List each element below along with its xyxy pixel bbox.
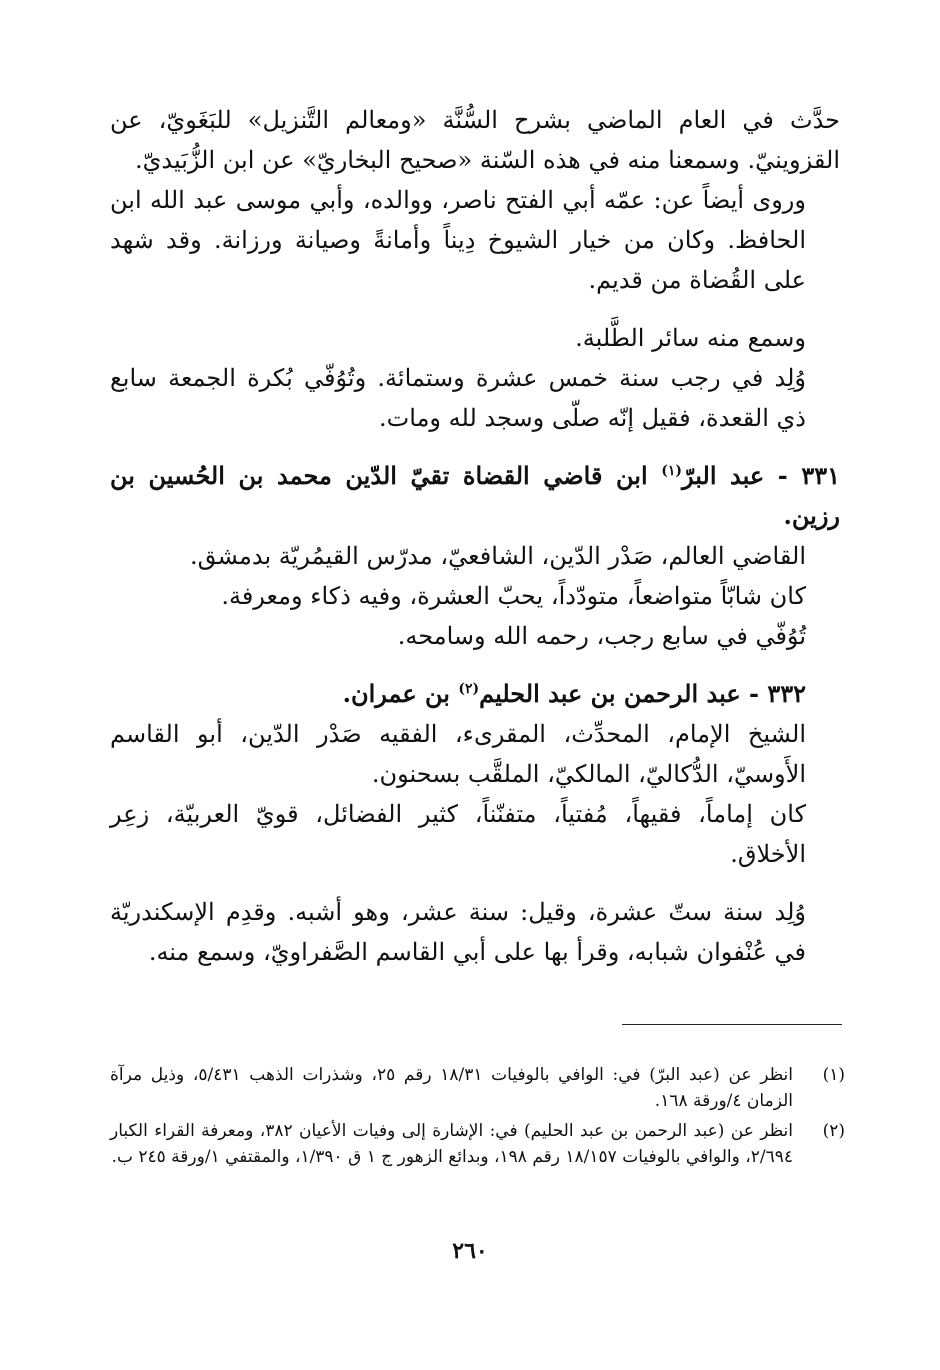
footnote-text: انظر عن (عبد الرحمن بن عبد الحليم) في: الإشارة إلى وفيات الأعيان ٣٨٢، ومعرفة القراء الكبار ٢/٦٩٤، والوافي بالوفيات ١٨/١٥٧ رقم ١٩٨، وبدائع الزهور ج ١ ق ١/٣٩٠، والمقتفي ١/ورقة ٢٤٥ ب. [110, 1121, 794, 1167]
footnote-separator [622, 1024, 842, 1025]
footnote-mark-2: (٢) [458, 681, 480, 697]
paragraph: حدَّث في العام الماضي بشرح السُّنَّة «ومعالم التَّنزيل» للبَغَويّ، عن القزوينيّ. وسمعنا منه في هذه السّنة «صحيح البخاريّ» عن ابن الزُّبَيديّ. [110, 106, 840, 174]
entry-331-line: كان شابّاً متواضعاً، متودّداً، يحبّ العشرة، وفيه ذكاء ومعرفة. [221, 582, 806, 610]
entry-331-line: القاضي العالم، صَدْر الدّين، الشافعيّ، مدرّس القيمُريّة بدمشق. [189, 542, 806, 570]
entry-332-line: وُلِد سنة ستّ عشرة، وقيل: سنة عشر، وهو أشبه. وقدِم الإسكندريّة في عُنْفوان شبابه، وقرأ بها على أبي القاسم الصَّفراويّ، وسمع منه. [110, 898, 806, 966]
entry-332-heading-start: ٣٣٢ - عبد الرحمن بن عبد الحليم [479, 679, 806, 708]
entry-332-heading [110, 674, 840, 714]
entry-331-heading-end: ابن قاضي القضاة تقيّ الدّين محمد بن الحُسين بن رزين. [110, 461, 840, 530]
footnote-number: (١) [822, 1065, 845, 1085]
footnote-number: (٢) [822, 1121, 845, 1141]
paragraph: وسمع منه سائر الطَّلبة. [575, 324, 806, 352]
footnote-item [110, 1118, 845, 1170]
footnote-text: انظر عن (عبد البرّ) في: الوافي بالوفيات ١٨/٣١ رقم ٢٥، وشذرات الذهب ٥/٤٣١، وذيل مرآة الزمان ٤/ورقة ١٦٨. [110, 1065, 794, 1111]
entry-332-line: الشيخ الإمام، المحدِّث، المقرىء، الفقيه صَدْر الدّين، أبو القاسم الأَوسيّ، الدُّكاليّ، المالكيّ، الملقَّب بسحنون. [110, 720, 806, 788]
entry-331-heading [110, 456, 840, 536]
paragraph: وُلِد في رجب سنة خمس عشرة وستمائة. وتُوُفّي بُكرة الجمعة سابع ذي القعدة، فقيل إنّه صلّى وسجد لله ومات. [110, 364, 806, 432]
footnote-item [110, 1062, 845, 1114]
footnotes [110, 1062, 845, 1174]
entry-331-heading-start: ٣٣١ - عبد البرّ [682, 461, 840, 490]
entry-332-heading-end: بن عمران. [342, 679, 450, 708]
footnote-mark-1: (١) [661, 463, 683, 479]
main-text [110, 100, 840, 972]
entry-332-line: كان إماماً، فقيهاً، مُفتياً، متفنّناً، كثير الفضائل، قويّ العربيّة، زعِر الأخلاق. [110, 800, 806, 868]
entry-331-line: تُوُفّي في سابع رجب، رحمه الله وسامحه. [397, 622, 806, 650]
page-number: ٢٦٠ [452, 1238, 488, 1264]
paragraph: وروى أيضاً عن: عمّه أبي الفتح ناصر، ووالده، وأبي موسى عبد الله ابن الحافظ. وكان من خيار الشيوخ دِيناً وأمانةً وصيانة ورزانة. وقد شهد على القُضاة من قديم. [110, 186, 807, 294]
